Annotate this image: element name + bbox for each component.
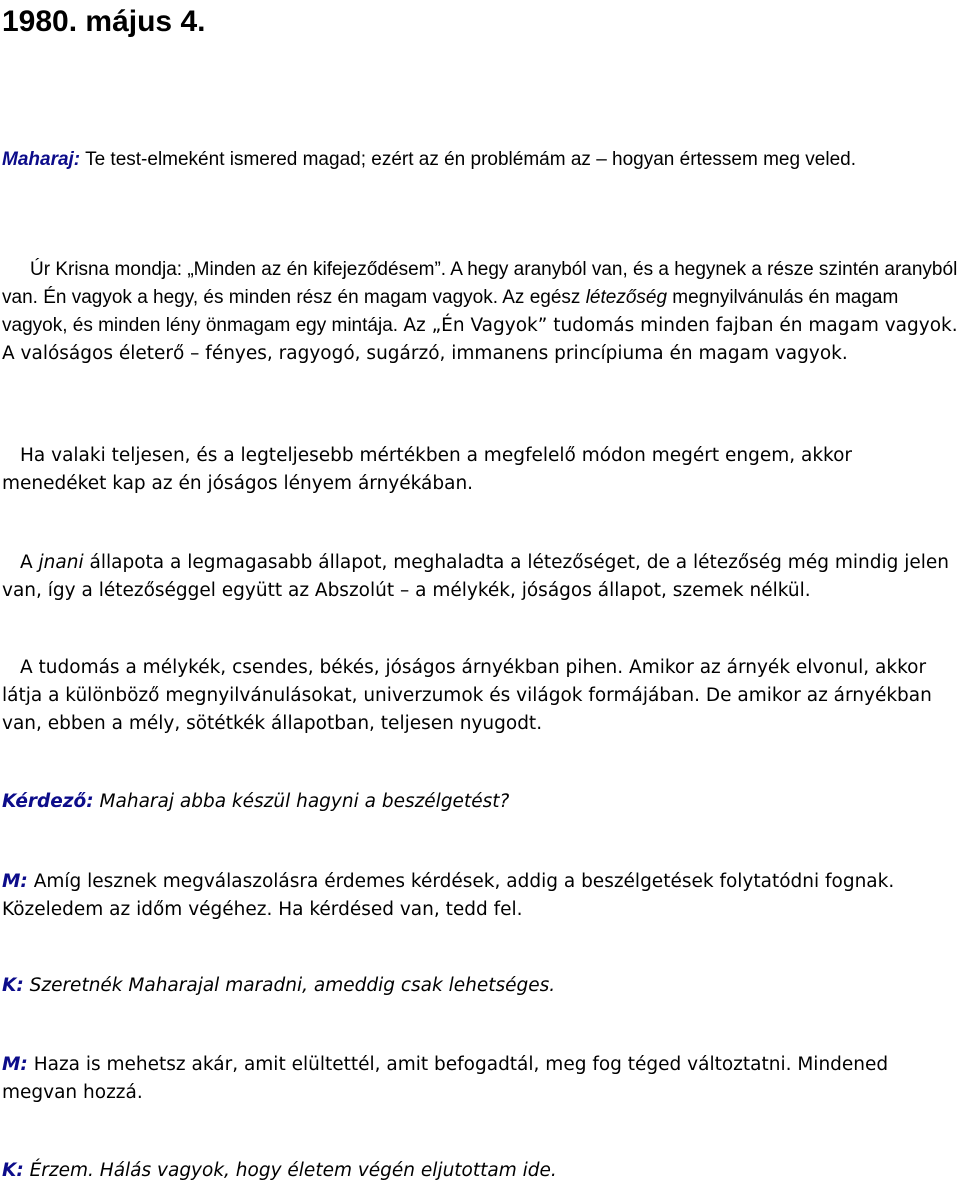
paragraph-k-question-1 bbox=[2, 972, 958, 1000]
paragraph-text: Te test-elmeként ismered magad; ezért az én problémám az – hogyan értessem meg veled. bbox=[80, 149, 857, 170]
question-text: Maharaj abba készül hagyni a beszélgetést? bbox=[93, 791, 510, 812]
question-text: Szeretnék Maharajal maradni, ameddig csak lehetséges. bbox=[23, 975, 556, 996]
paragraph-k-question-2 bbox=[2, 1157, 958, 1185]
paragraph-text: Haza is mehetsz akár, amit elültettél, amit befogadtál, meg fog téged változtatni. Mindened megvan hozzá. bbox=[2, 1054, 889, 1103]
paragraph-text: Amíg lesznek megválaszolásra érdemes kérdések, addig a beszélgetések folytatódni fognak. Közeledem az időm végéhez. Ha kérdésed van, tedd fel. bbox=[2, 871, 895, 920]
italic-term: létezőség bbox=[585, 287, 668, 308]
paragraph-kerdezo bbox=[2, 788, 958, 816]
speaker-label: M: bbox=[2, 871, 28, 892]
paragraph-m-answer-2 bbox=[2, 1051, 958, 1107]
speaker-label: M: bbox=[2, 1054, 28, 1075]
paragraph-text: Úr Krisna mondja: „Minden az én kifejeződésem”. A hegy aranyból van, és a hegynek a része szintén aranyból van. Én vagyok a hegy, és minden rész én magam vagyok. Az egész bbox=[2, 259, 958, 308]
speaker-label: Maharaj: bbox=[2, 149, 81, 170]
page-title: 1980. május 4. bbox=[2, 5, 206, 38]
paragraph-tudomas bbox=[2, 654, 958, 738]
speaker-label: Kérdező: bbox=[2, 791, 94, 812]
paragraph-text: megnyilvánulás én magam vagyok, és minden lény önmagam egy mintája. bbox=[2, 287, 899, 336]
italic-term: jnani bbox=[38, 552, 84, 573]
paragraph-krisna bbox=[2, 256, 958, 368]
paragraph-maharaj-intro bbox=[2, 146, 958, 174]
speaker-label: K: bbox=[2, 1160, 24, 1181]
paragraph-jnani bbox=[2, 549, 958, 605]
paragraph-menedek bbox=[2, 442, 958, 498]
paragraph-m-answer-1 bbox=[2, 868, 958, 924]
paragraph-text: A tudomás a mélykék, csendes, békés, jóságos árnyékban pihen. Amikor az árnyék elvonul, akkor látja a különböző megnyilvánulásokat, univerzumok és világok formájában. De amikor az árnyékban van, ebben a mély, sötétkék állapotban, teljesen nyugodt. bbox=[2, 657, 932, 734]
paragraph-text: A bbox=[20, 552, 39, 573]
question-text: Érzem. Hálás vagyok, hogy életem végén eljutottam ide. bbox=[23, 1160, 557, 1181]
paragraph-text: Ha valaki teljesen, és a legteljesebb mértékben a megfelelő módon megért engem, akkor menedéket kap az én jóságos lényem árnyékában. bbox=[2, 445, 853, 494]
paragraph-text: állapota a legmagasabb állapot, meghaladta a létezőséget, de a létezőség még mindig jelen van, így a létezőséggel együtt az Abszolút – a mélykék, jóságos állapot, szemek nélkül. bbox=[2, 552, 949, 601]
speaker-label: K: bbox=[2, 975, 24, 996]
paragraph-text: Az „Én Vagyok” tudomás minden fajban én magam vagyok. A valóságos életerő – fényes, ragyogó, sugárzó, immanens princípiuma én magam vagyok. bbox=[2, 315, 958, 364]
